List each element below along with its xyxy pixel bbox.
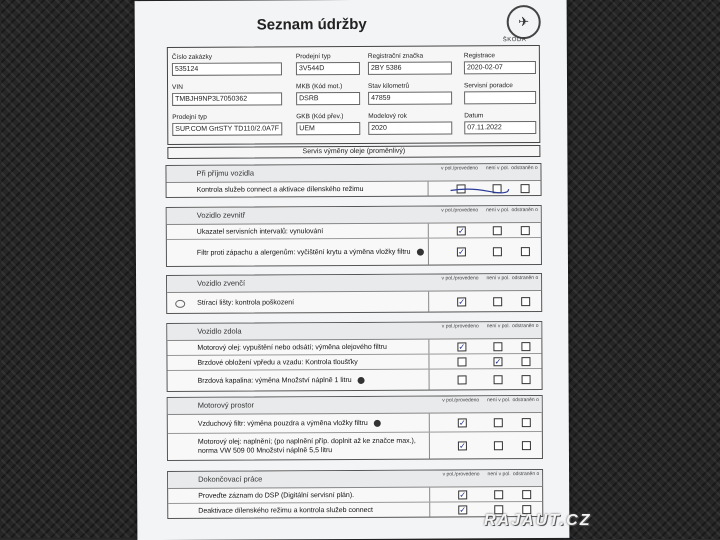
section-exterior (166, 273, 542, 314)
field-date: Datum 07.11.2022 (464, 112, 536, 134)
checkbox-done[interactable]: ✓ (457, 226, 465, 236)
seat-fabric-left (0, 0, 140, 539)
section-title: Motorový prostor (197, 400, 255, 410)
maintenance-sheet (135, 0, 570, 540)
col-removed-header: odstraněn o (512, 471, 540, 478)
row-text: Deaktivace dílenského režimu a kontrola služeb connect (198, 503, 430, 518)
checkbox-not-included[interactable] (493, 342, 502, 351)
col-not-included-header: není v pol. (486, 207, 510, 214)
row-text: Brzdové obložení vpředu a vzadu: Kontrola tloušťky (197, 355, 429, 370)
marker-dot-icon (358, 376, 365, 383)
col-done-header: v pol./provedeno (440, 165, 478, 172)
checkbox-removed[interactable] (522, 441, 531, 450)
checkbox-not-included[interactable]: ✓ (494, 357, 502, 367)
section-title: Vozidlo zevnitř (196, 210, 246, 220)
field-gearbox-code: GKB (Kód přev.) UEM (296, 113, 360, 135)
checkbox-removed[interactable] (522, 490, 531, 499)
row-text: Proveďte záznam do DSP (Digitální servisní plán). (198, 488, 430, 503)
marker-dot-icon (416, 248, 423, 255)
col-removed-header: odstraněn o (511, 275, 539, 282)
checkbox-removed[interactable] (521, 297, 530, 306)
col-not-included-header: není v pol. (485, 165, 510, 172)
field-service-advisor: Servisní poradce (464, 82, 536, 104)
eye-icon (175, 300, 185, 308)
checkbox-done[interactable]: ✓ (459, 490, 467, 500)
checkbox-done[interactable]: ✓ (458, 418, 466, 428)
section-engine-bay (167, 395, 543, 461)
service-header: Servis výměny oleje (proměnlivý) (167, 145, 540, 159)
checkbox-removed[interactable] (522, 375, 531, 384)
checkbox-removed[interactable] (522, 418, 531, 427)
section-interior (166, 205, 542, 267)
section-title: Vozidlo zvenčí (197, 278, 246, 288)
checkbox-done[interactable] (457, 357, 466, 366)
row-text: Kontrola služeb connect a aktivace dílenského režimu (197, 182, 429, 197)
field-sales-type: Prodejní typ 3V544D (296, 53, 360, 75)
seat-fabric-right (564, 0, 720, 539)
col-done-header: v pol./provedeno (441, 207, 479, 214)
checkbox-removed[interactable] (521, 184, 530, 193)
col-removed-header: odstraněn o (511, 165, 538, 172)
field-order-number: Číslo zakázky 535124 (172, 53, 282, 76)
brand-label: ŠKODA (502, 37, 527, 44)
col-not-included-header: není v pol. (486, 275, 510, 282)
section-underbody (166, 321, 542, 392)
checkbox-not-included[interactable] (494, 490, 503, 499)
row-text: Filtr proti zápachu a alergenům: vyčištění krytu a výměna vložky filtru (197, 239, 429, 266)
skoda-logo-icon: ✈ (507, 5, 541, 39)
row-text: Brzdová kapalina: výměna Množství náplně 1 litru (198, 370, 430, 391)
col-not-included-header: není v pol. (487, 397, 511, 404)
section-reception (165, 163, 541, 198)
field-mileage: Stav kilometrů 47859 (368, 82, 452, 104)
section-title: Při příjmu vozidla (196, 168, 255, 178)
marker-dot-icon (374, 419, 381, 426)
col-done-header: v pol./provedeno (441, 275, 479, 282)
field-engine-code: MKB (Kód mot.) DSRB (296, 83, 360, 105)
col-done-header: v pol./provedeno (442, 397, 480, 404)
checkbox-not-included[interactable] (493, 226, 502, 235)
watermark: RAJAUT.CZ (484, 512, 592, 529)
table-row (168, 369, 542, 391)
row-text: Stírací lišty: kontrola poškození (197, 292, 429, 313)
checkbox-removed[interactable] (521, 342, 530, 351)
table-row (167, 238, 541, 266)
table-row (168, 432, 542, 460)
vehicle-info-box (167, 45, 541, 145)
field-vin: VIN TMBJH9NP3L7050362 (172, 83, 282, 106)
checkbox-not-included[interactable] (494, 441, 503, 450)
field-registration-date: Registrace 2020-02-07 (464, 52, 536, 74)
checkbox-removed[interactable] (521, 357, 530, 366)
table-row (167, 291, 541, 313)
col-done-header: v pol./provedeno (442, 471, 480, 478)
row-text: Motorový olej: vypuštění nebo odsátí; výměna olejového filtru (197, 340, 429, 355)
table-row (167, 181, 541, 197)
field-registration-plate: Registrační značka 2BY 5386 (368, 52, 452, 74)
checkbox-not-included[interactable] (494, 375, 503, 384)
field-model-year: Modelový rok 2020 (368, 112, 452, 134)
checkbox-not-included[interactable] (493, 297, 502, 306)
col-not-included-header: není v pol. (487, 471, 511, 478)
checkbox-removed[interactable] (521, 226, 530, 235)
checkbox-not-included[interactable] (494, 418, 503, 427)
col-removed-header: odstraněn o (511, 207, 538, 214)
col-not-included-header: není v pol. (486, 323, 510, 330)
checkbox-done[interactable]: ✓ (458, 297, 466, 307)
section-title: Vozidlo zdola (197, 326, 242, 336)
row-text: Ukazatel servisních intervalů: vynulování (197, 224, 429, 239)
checkbox-done[interactable]: ✓ (458, 247, 465, 257)
page-title: Seznam údržby (256, 15, 367, 34)
checkbox-not-included[interactable] (493, 247, 502, 256)
checkbox-removed[interactable] (521, 247, 530, 256)
row-text: Motorový olej: naplnění; (po naplnění příp. doplnit až ke značce max.), norma VW 509 00 Množství náplně 5,5 litru (198, 433, 430, 460)
checkbox-done[interactable]: ✓ (458, 342, 466, 352)
col-removed-header: odstraněn o (512, 397, 539, 404)
field-sales-type-full: Prodejní typ SUP.COM GrtSTY TD110/2.0A7F (172, 113, 282, 136)
table-row (168, 413, 542, 434)
row-text: Vzduchový filtr: výměna pouzdra a výměna vložky filtru (198, 414, 430, 433)
col-done-header: v pol./provedeno (441, 323, 479, 330)
checkbox-done[interactable] (458, 375, 467, 384)
checkbox-done[interactable]: ✓ (459, 441, 466, 451)
checkbox-done[interactable]: ✓ (459, 505, 467, 515)
section-title: Dokončovací práce (198, 474, 263, 484)
pen-stroke-icon (449, 186, 511, 194)
col-removed-header: odstraněn o (512, 323, 539, 330)
